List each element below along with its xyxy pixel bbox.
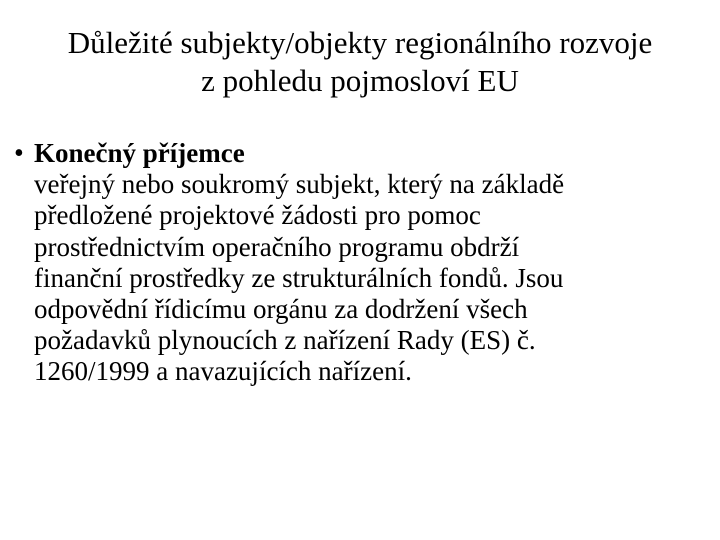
slide-title-line: z pohledu pojmosloví EU	[201, 63, 519, 98]
definition-line: veřejný nebo soukromý subjekt, který na základě	[34, 169, 565, 200]
definition-line: odpovědní řídicímu orgánu za dodržení všech	[34, 294, 528, 325]
definition-line: požadavků plynoucích z nařízení Rady (ES) č.	[34, 325, 536, 356]
slide-content	[0, 138, 720, 478]
definition-line: předložené projektové žádosti pro pomoc	[34, 200, 481, 231]
definition-line: finanční prostředky ze strukturálních fondů. Jsou	[34, 262, 564, 293]
slide-title	[0, 24, 720, 100]
slide-title-line: Důležité subjekty/objekty regionálního rozvoje	[67, 25, 653, 60]
definition-line: prostřednictvím operačního programu obdrží	[34, 231, 520, 262]
term-heading: Konečný příjemce	[34, 138, 245, 168]
bullet-item	[34, 138, 704, 388]
bullet-marker: •	[14, 138, 24, 169]
definition-line: 1260/1999 a navazujících nařízení.	[34, 356, 412, 387]
